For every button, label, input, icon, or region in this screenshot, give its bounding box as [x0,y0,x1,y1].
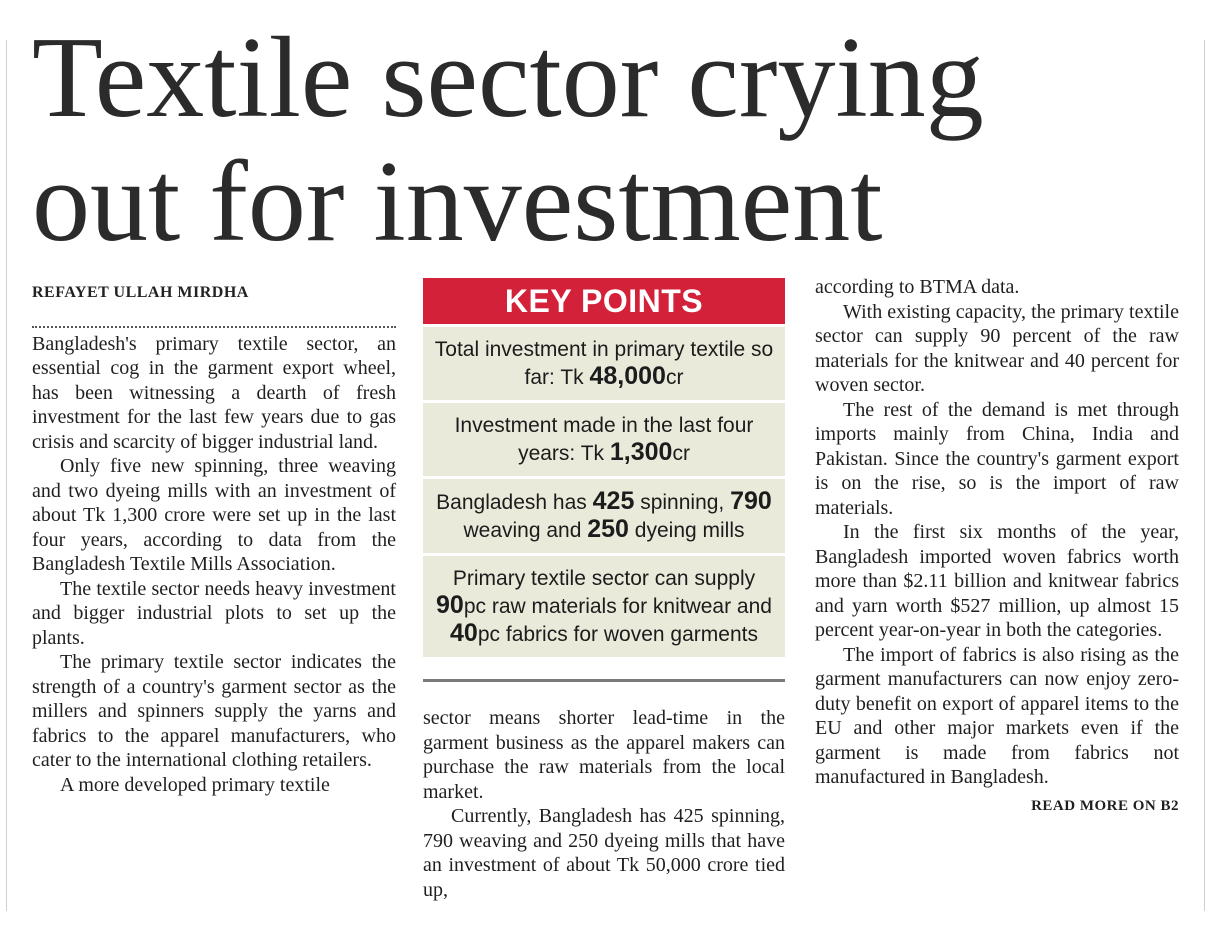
key-point-text: cr [672,442,690,465]
paragraph: With existing capacity, the primary textile sector can supply 90 percent of the raw materials for the knitwear and 40 percent for woven sector. [815,300,1179,396]
key-point-text: pc fabrics for woven garments [477,623,758,646]
paragraph: A more developed primary textile [60,773,330,796]
key-point-item [423,324,785,400]
article-column-1 [32,281,396,797]
paragraph: The import of fabrics is also rising as the garment manufacturers can now enjoy zero-duty benefit on export of apparel items to the EU and other major markets even if the garment is made from fabrics not manufactured in Bangladesh. [815,643,1179,788]
key-point-text: Investment made in the last four years: Tk [454,414,754,465]
paragraph: sector means shorter lead-time in the garment business as the apparel makers can purchase the raw materials from the local market. [423,707,785,803]
article-column-3 [815,275,1179,818]
headline [32,16,1192,264]
left-edge-rule [6,40,7,911]
byline: REFAYET ULLAH MIRDHA [32,284,249,301]
key-point-item [423,476,785,553]
key-point-text: Total investment in primary textile so far: Tk [434,338,774,389]
paragraph: Only five new spinning, three weaving and two dyeing mills with an investment of about Tk 1,300 crore were set up in the last four years, according to data from the Bangladesh Textile Mills Association. [32,455,396,575]
key-points-bottom-rule [423,679,785,682]
key-point-text: cr [665,366,684,389]
key-point-item [423,400,785,476]
key-point-text: Bangladesh has [436,491,593,514]
key-point-text: spinning, [634,491,731,514]
article-column-2 [423,706,785,902]
right-edge-rule [1204,40,1205,911]
read-more-link[interactable]: READ MORE ON B2 [1031,797,1179,814]
paragraph: The textile sector needs heavy investment and bigger industrial plots to set up the plants. [32,577,396,649]
key-point-text: dyeing mills [628,519,745,542]
headline-line-1: Textile sector crying [32,14,984,142]
key-point-text: pc raw materials for knitwear and [463,595,772,618]
key-points-title: KEY POINTS [423,278,785,324]
paragraph: Bangladesh's primary textile sector, an essential cog in the garment export wheel, has been witnessing a dearth of fresh investment for the last few years due to gas crisis and scarcity of bigger industrial land. [32,332,396,453]
paragraph: according to BTMA data. [815,276,1020,298]
key-point-figure: 90 [436,591,464,619]
key-point-figure: 790 [730,487,772,515]
key-point-item [423,553,785,657]
key-point-figure: 250 [587,515,629,543]
paragraph: The rest of the demand is met through imports mainly from China, India and Pakistan. Since the country's garment export is on the rise, so is the import of raw materials. [815,398,1179,519]
headline-line-2: out for investment [32,138,883,266]
key-point-text: weaving and [463,519,588,542]
byline-dotted-rule [32,312,396,328]
paragraph: Currently, Bangladesh has 425 spinning, 790 weaving and 250 dyeing mills that have an investment of about Tk 50,000 crore tied up, [423,805,785,901]
key-points-box [423,278,785,682]
paragraph: The primary textile sector indicates the strength of a country's garment sector as the millers and spinners supply the yarns and fabrics to the apparel manufacturers, who cater to the international clothing retailers. [32,651,396,771]
key-point-figure: 48,000 [589,362,666,390]
key-point-figure: 1,300 [609,438,673,466]
key-point-figure: 40 [450,619,478,647]
paragraph: In the first six months of the year, Bangladesh imported woven fabrics worth more than $2.11 billion and knitwear fabrics and yarn worth $527 million, up almost 15 percent year-on-year in both the categories. [815,521,1179,641]
key-point-text: Primary textile sector can supply [452,567,756,590]
key-point-figure: 425 [592,487,635,515]
